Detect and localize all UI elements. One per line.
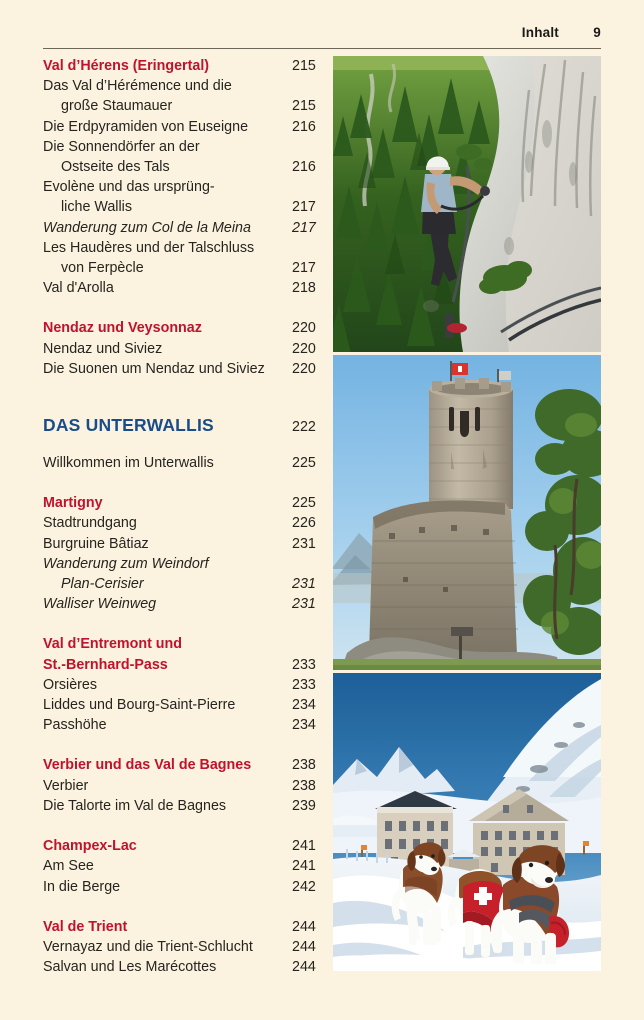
toc-entry-label: Val d'Arolla bbox=[43, 280, 114, 297]
toc-entry-page: 220 bbox=[292, 320, 316, 337]
toc-entry-page: 244 bbox=[292, 938, 316, 955]
toc-entry-label: Val de Trient bbox=[43, 918, 128, 935]
toc-spacer bbox=[43, 473, 325, 493]
toc-entry-label: Verbier und das Val de Bagnes bbox=[43, 757, 252, 774]
photo-column bbox=[333, 56, 601, 971]
toc-entry[interactable] bbox=[43, 695, 325, 715]
toc-entry-page: 215 bbox=[292, 98, 316, 115]
toc-entry[interactable] bbox=[43, 594, 325, 614]
toc-entry[interactable] bbox=[43, 755, 325, 775]
toc-entry[interactable] bbox=[43, 796, 325, 816]
toc-entry-page: 241 bbox=[292, 838, 316, 855]
toc-entry[interactable] bbox=[43, 117, 325, 137]
toc-entry-label: Champex-Lac bbox=[43, 838, 137, 855]
toc-spacer bbox=[43, 298, 325, 318]
toc-entry[interactable] bbox=[43, 675, 325, 695]
toc-entry-label: Willkommen im Unterwallis bbox=[43, 455, 214, 472]
toc-entry-page: 220 bbox=[292, 360, 316, 377]
toc-entry-page: 231 bbox=[292, 596, 316, 613]
toc-entry[interactable] bbox=[43, 957, 325, 977]
running-head bbox=[43, 25, 601, 49]
toc-entry-label: Burgruine Bâtiaz bbox=[43, 535, 149, 552]
toc-spacer bbox=[43, 439, 325, 453]
toc-entry[interactable] bbox=[43, 258, 325, 278]
toc-spacer bbox=[43, 735, 325, 755]
toc-spacer bbox=[43, 897, 325, 917]
running-head-title: Inhalt bbox=[521, 25, 559, 40]
toc-entry[interactable] bbox=[43, 877, 325, 897]
toc-entry-label: große Staumauer bbox=[61, 98, 173, 115]
toc-entry-page: 225 bbox=[292, 455, 316, 472]
toc-entry-label: Nendaz und Siviez bbox=[43, 340, 163, 357]
toc-entry-page: 225 bbox=[292, 495, 316, 512]
toc-entry[interactable] bbox=[43, 197, 325, 217]
toc-entry[interactable] bbox=[43, 56, 325, 76]
toc-entry[interactable] bbox=[43, 157, 325, 177]
toc-entry-page: 217 bbox=[292, 199, 316, 216]
st-bernard-dogs-hospice-photo bbox=[333, 673, 601, 971]
toc-entry[interactable] bbox=[43, 917, 325, 937]
toc-entry[interactable] bbox=[43, 238, 325, 258]
toc-entry-label: Die Sonnendörfer an der bbox=[43, 138, 200, 155]
toc-entry[interactable] bbox=[43, 218, 325, 238]
toc-entry[interactable] bbox=[43, 453, 325, 473]
toc-entry-label: Am See bbox=[43, 858, 94, 875]
toc-entry[interactable] bbox=[43, 278, 325, 298]
toc-entry-page: 220 bbox=[292, 340, 316, 357]
toc-entry-page: 218 bbox=[292, 280, 316, 297]
toc-entry-label: Passhöhe bbox=[43, 717, 107, 734]
toc-entry-label: Martigny bbox=[43, 495, 103, 512]
toc-entry-label: Verbier bbox=[43, 777, 89, 794]
toc-entry[interactable] bbox=[43, 339, 325, 359]
toc-entry-page: 222 bbox=[292, 419, 316, 436]
toc-entry[interactable] bbox=[43, 836, 325, 856]
toc-entry-label: Wanderung zum Col de la Meina bbox=[43, 219, 251, 236]
toc-entry-page: 226 bbox=[292, 515, 316, 532]
header-rule bbox=[43, 48, 601, 49]
toc-entry-label: Die Suonen um Nendaz und Siviez bbox=[43, 360, 265, 377]
toc-entry-label: Salvan und Les Marécottes bbox=[43, 959, 217, 976]
toc-entry-label: von Ferpècle bbox=[61, 260, 144, 277]
toc-entry[interactable] bbox=[43, 856, 325, 876]
toc-entry[interactable] bbox=[43, 937, 325, 957]
toc-spacer bbox=[43, 614, 325, 634]
toc-entry-label: Ostseite des Tals bbox=[61, 159, 170, 176]
toc-spacer bbox=[43, 379, 325, 413]
toc-entry-label: Val d’Hérens (Eringertal) bbox=[43, 58, 210, 74]
toc-entry[interactable] bbox=[43, 76, 325, 96]
toc-entry-page: 244 bbox=[292, 918, 316, 935]
toc-entry[interactable] bbox=[43, 318, 325, 338]
toc-entry-label: Evolène und das ursprüng- bbox=[43, 179, 215, 196]
toc-entry-page: 233 bbox=[292, 656, 316, 673]
toc-entry-label: Wanderung zum Weindorf bbox=[43, 555, 209, 572]
toc-entry-label: DAS UNTERWALLIS bbox=[43, 415, 214, 436]
toc-entry-page: 234 bbox=[292, 717, 316, 734]
toc-entry-page: 217 bbox=[292, 260, 316, 277]
toc-entry-label: Orsières bbox=[43, 676, 98, 693]
toc-entry-label: Die Talorte im Val de Bagnes bbox=[43, 797, 227, 814]
toc-entry-page: 244 bbox=[292, 959, 316, 976]
toc-entry-label: Nendaz und Veysonnaz bbox=[43, 320, 202, 337]
toc-entry[interactable] bbox=[43, 554, 325, 574]
toc-entry-page: 241 bbox=[292, 858, 316, 875]
toc-entry[interactable] bbox=[43, 413, 325, 439]
toc-entry-page: 233 bbox=[292, 676, 316, 693]
toc-entry-label: Stadtrundgang bbox=[43, 515, 137, 532]
toc-entry-page: 234 bbox=[292, 697, 316, 714]
toc-entry[interactable] bbox=[43, 574, 325, 594]
toc-entry[interactable] bbox=[43, 359, 325, 379]
toc-entry-page: 216 bbox=[292, 159, 316, 176]
toc-entry-label: Walliser Weinweg bbox=[43, 596, 157, 613]
toc-entry[interactable] bbox=[43, 655, 325, 675]
toc-entry-label: In die Berge bbox=[43, 878, 121, 895]
toc-entry[interactable] bbox=[43, 534, 325, 554]
toc-entry-label: Das Val d’Hérémence und die bbox=[43, 78, 232, 95]
toc-entry-label: Vernayaz und die Trient-Schlucht bbox=[43, 938, 253, 955]
table-of-contents bbox=[43, 56, 325, 977]
page-number: 9 bbox=[593, 25, 601, 40]
toc-entry[interactable] bbox=[43, 513, 325, 533]
toc-entry[interactable] bbox=[43, 137, 325, 157]
toc-entry-page: 217 bbox=[292, 219, 316, 236]
toc-entry[interactable] bbox=[43, 776, 325, 796]
toc-entry-page: 242 bbox=[292, 878, 316, 895]
batiaz-castle-tower-photo bbox=[333, 355, 601, 670]
via-ferrata-climber-photo bbox=[333, 56, 601, 352]
toc-entry-label: Les Haudères und der Talschluss bbox=[43, 239, 255, 256]
toc-entry-label: liche Wallis bbox=[61, 199, 132, 216]
toc-entry[interactable] bbox=[43, 96, 325, 116]
toc-entry-label: Val d’Entremont und bbox=[43, 636, 183, 653]
toc-entry-label: Plan-Cerisier bbox=[61, 576, 144, 593]
toc-entry-label: Liddes und Bourg-Saint-Pierre bbox=[43, 697, 236, 714]
toc-entry-page: 238 bbox=[292, 777, 316, 794]
toc-entry-page: 239 bbox=[292, 797, 316, 814]
toc-entry-page: 215 bbox=[292, 58, 316, 74]
toc-entry-label: St.-Bernhard-Pass bbox=[43, 656, 168, 673]
toc-entry-label: Die Erdpyramiden von Euseigne bbox=[43, 118, 249, 135]
toc-entry[interactable] bbox=[43, 493, 325, 513]
toc-spacer bbox=[43, 816, 325, 836]
toc-entry[interactable] bbox=[43, 177, 325, 197]
toc-entry-page: 231 bbox=[292, 535, 316, 552]
toc-entry-page: 216 bbox=[292, 118, 316, 135]
toc-entry-page: 238 bbox=[292, 757, 316, 774]
toc-entry[interactable] bbox=[43, 715, 325, 735]
toc-entry-page: 231 bbox=[292, 576, 316, 593]
toc-entry[interactable] bbox=[43, 634, 325, 654]
